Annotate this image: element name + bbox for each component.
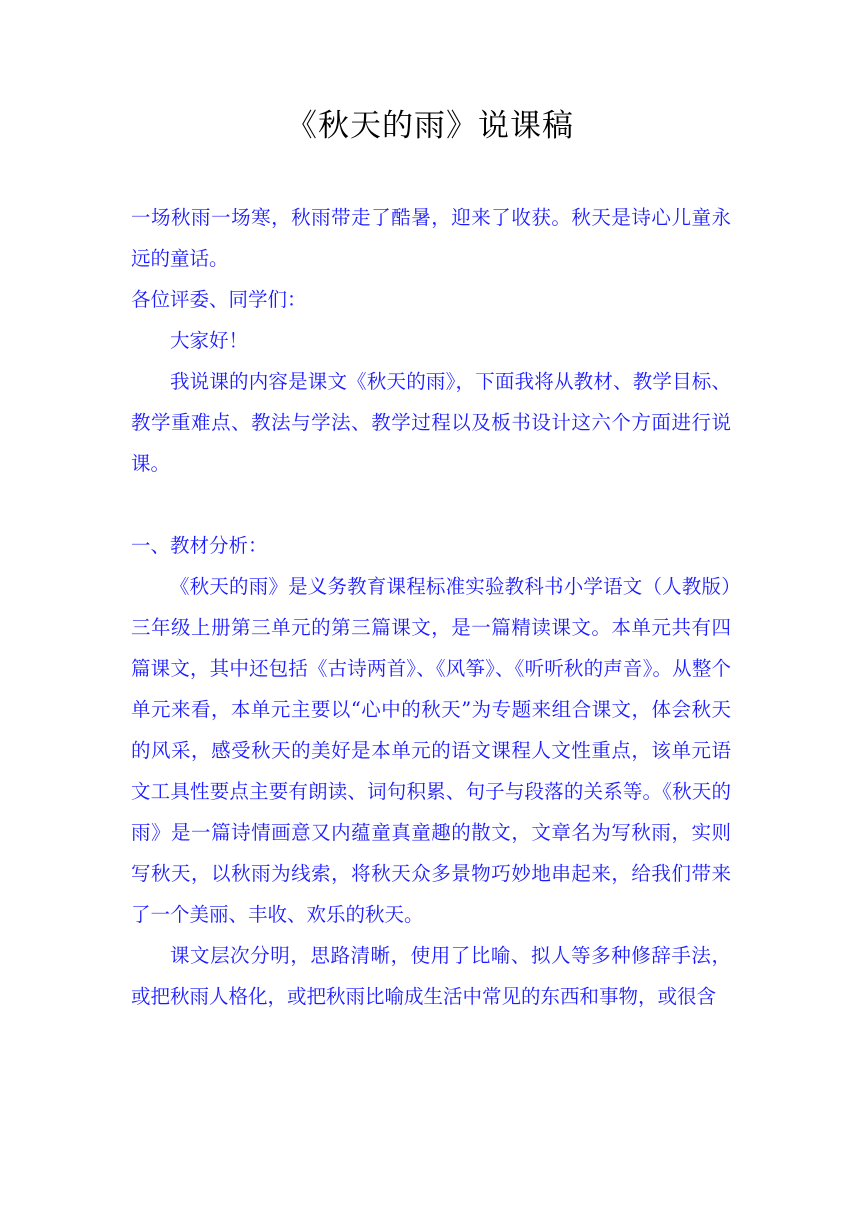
structure-paragraph: 课文层次分明，思路清晰，使用了比喻、拟人等多种修辞手法，或把秋雨人格化，或把秋雨比喻成生活中常见的东西和事物，或很含	[131, 944, 731, 1008]
document-title: 《秋天的雨》说课稿	[286, 108, 574, 144]
section-heading: 一、教材分析：	[131, 534, 268, 557]
greeting: 大家好！	[170, 329, 249, 352]
paragraph-spacer	[131, 484, 731, 525]
document-body	[131, 197, 731, 1017]
intro-paragraph: 我说课的内容是课文《秋天的雨》，下面我将从教材、教学目标、教学重难点、教法与学法、教学过程以及板书设计这六个方面进行说课。	[131, 370, 731, 475]
opening-paragraph: 一场秋雨一场寒，秋雨带走了酷暑，迎来了收获。秋天是诗心儿童永远的童话。	[131, 206, 731, 270]
salutation: 各位评委、同学们：	[131, 288, 307, 311]
analysis-paragraph: 《秋天的雨》是义务教育课程标准实验教科书小学语文（人教版）三年级上册第三单元的第三篇课文，是一篇精读课文。本单元共有四篇课文，其中还包括《古诗两首》、《风筝》、《听听秋的声音》。从整个单元来看，本单元主要以“心中的秋天”为专题来组合课文，体会秋天的风采，感受秋天的美好是本单元的语文课程人文性重点，该单元语文工具性要点主要有朗读、词句积累、句子与段落的关系等。《秋天的雨》是一篇诗情画意又内蕴童真童趣的散文，文章名为写秋雨，实则写秋天，以秋雨为线索，将秋天众多景物巧妙地串起来，给我们带来了一个美丽、丰收、欢乐的秋天。	[131, 575, 731, 926]
